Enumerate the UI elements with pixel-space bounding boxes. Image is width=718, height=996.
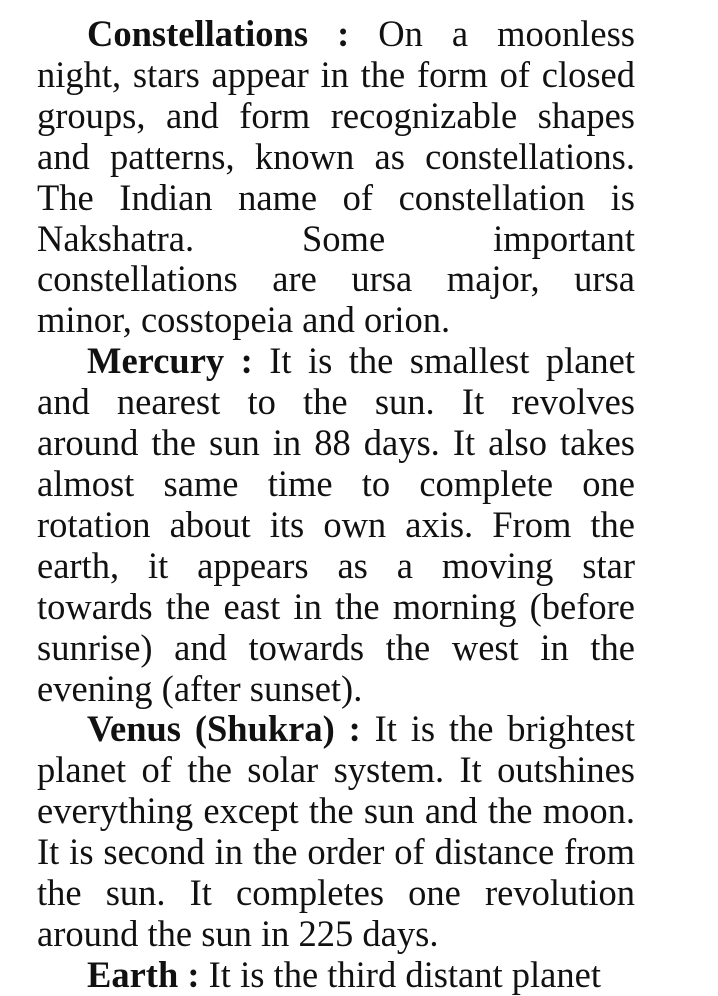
body-earth: It is the third distant planet — [208, 953, 601, 995]
body-mercury: It is the smallest planet and nearest to the sun. It revolves around the sun in 88 days. It also takes almost same time to complete one rotation about its own axis. From the earth, it appears as a moving star towards the east in the morning (before sunrise) and towards the west in the evening (after sunset). — [37, 340, 636, 709]
paragraph-earth — [37, 955, 635, 996]
term-mercury: Mercury : — [87, 340, 253, 382]
body-constellations: On a moonless night, stars appear in the form of closed groups, and form recognizable shapes and patterns, known as constellations. The Indian name of constellation is Nakshatra. Some important constellations are ursa major, ursa minor, cosstopeia and orion. — [37, 13, 636, 341]
term-venus: Venus (Shukra) : — [87, 708, 361, 750]
paragraph-mercury — [37, 341, 635, 709]
body-venus: It is the brightest planet of the solar system. It outshines everything except the sun and the moon. It is second in the order of distance from the sun. It completes one revolution around the sun in 225 days. — [37, 708, 636, 954]
paragraph-venus — [37, 709, 635, 954]
paragraph-constellations — [37, 14, 635, 341]
term-earth: Earth : — [87, 953, 200, 995]
document-page — [37, 14, 635, 996]
term-constellations: Constellations : — [87, 13, 350, 54]
